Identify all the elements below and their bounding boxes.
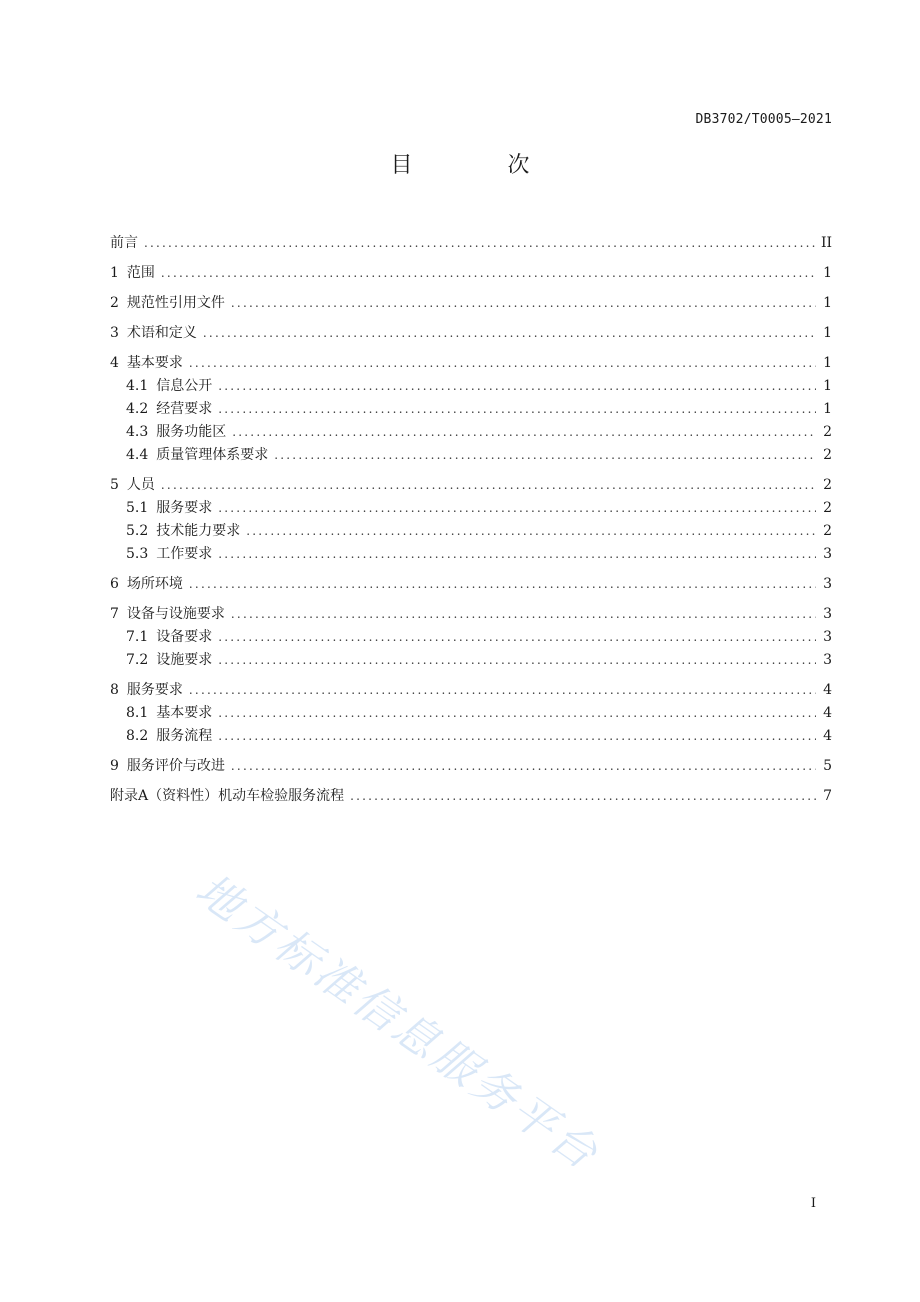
toc-entry-page: 2	[823, 424, 832, 440]
toc-entry-page: 1	[823, 295, 832, 311]
toc-entry-number: 4.2	[126, 401, 149, 417]
toc-entry-number: 7.1	[126, 629, 149, 645]
toc-entry[interactable]	[110, 725, 832, 748]
toc-dot-leader	[218, 543, 816, 566]
toc-entry[interactable]	[110, 375, 832, 398]
toc-entry-number: 8.1	[126, 705, 149, 721]
toc-entry[interactable]	[110, 649, 832, 672]
toc-entry-label: 信息公开	[156, 378, 213, 394]
toc-entry[interactable]	[110, 421, 832, 444]
toc-dot-leader	[161, 262, 816, 285]
toc-entry-number: 5	[110, 477, 119, 493]
toc-entry-number: 4	[110, 355, 119, 371]
toc-entry-label: 人员	[126, 477, 155, 493]
toc-entry-label: 前言	[110, 235, 138, 251]
toc-entry-number: 4.1	[126, 378, 149, 394]
toc-entry[interactable]	[110, 322, 832, 345]
toc-entry-number: 4.3	[126, 424, 149, 440]
toc-entry-page: 3	[823, 629, 832, 645]
toc-entry-label: 术语和定义	[126, 325, 197, 341]
toc-entry-label: 服务流程	[156, 728, 213, 744]
toc-entry-page: 3	[823, 652, 832, 668]
toc-entry-label: 服务要求	[126, 682, 183, 698]
toc-dot-leader	[274, 444, 816, 467]
toc-entry-label: 范围	[126, 265, 155, 281]
toc-entry-page: 1	[823, 378, 832, 394]
toc-entry-number: 7	[110, 606, 119, 622]
toc-entry[interactable]	[110, 497, 832, 520]
toc-entry-number: 7.2	[126, 652, 149, 668]
toc-entry[interactable]	[110, 603, 832, 626]
toc-entry-number: 2	[110, 295, 119, 311]
toc-entry-page: 1	[823, 325, 832, 341]
toc-entry-page: 3	[823, 576, 832, 592]
toc-entry-label: 基本要求	[156, 705, 213, 721]
toc-dot-leader	[144, 232, 815, 255]
toc-dot-leader	[218, 725, 816, 748]
toc-entry[interactable]	[110, 352, 832, 375]
toc-entry-label: 质量管理体系要求	[156, 447, 269, 463]
toc-entry[interactable]	[110, 520, 832, 543]
toc-entry-label: 服务评价与改进	[126, 758, 225, 774]
toc-entry-number: 1	[110, 265, 119, 281]
toc-entry-page: 7	[823, 788, 832, 804]
toc-entry-page: 4	[823, 728, 832, 744]
toc-entry-label: 附录A（资料性）机动车检验服务流程	[110, 788, 345, 804]
toc-entry-number: 5.3	[126, 546, 149, 562]
toc-dot-leader	[218, 497, 816, 520]
toc-entry-label: 服务功能区	[156, 424, 227, 440]
toc-dot-leader	[231, 603, 816, 626]
toc-entry-number: 8.2	[126, 728, 149, 744]
toc-entry[interactable]	[110, 398, 832, 421]
toc-entry[interactable]	[110, 702, 832, 725]
toc-entry-label: 设备与设施要求	[126, 606, 225, 622]
toc-dot-leader	[189, 679, 816, 702]
toc-entry-label: 服务要求	[156, 500, 213, 516]
toc-entry-page: 1	[823, 401, 832, 417]
toc-entry-label: 设施要求	[156, 652, 213, 668]
toc-dot-leader	[218, 626, 816, 649]
toc-entry-label: 场所环境	[126, 576, 183, 592]
toc-entry-number: 5.2	[126, 523, 149, 539]
toc-entry-page: 1	[823, 355, 832, 371]
toc-entry-page: 4	[823, 682, 832, 698]
page-number: I	[810, 1196, 816, 1211]
toc-entry[interactable]	[110, 679, 832, 702]
toc-entry-page: 3	[823, 546, 832, 562]
toc-entry-label: 工作要求	[156, 546, 213, 562]
toc-entry-page: 1	[823, 265, 832, 281]
toc-entry-number: 5.1	[126, 500, 149, 516]
toc-entry-page: 3	[823, 606, 832, 622]
toc-dot-leader	[203, 322, 816, 345]
toc-entry-label: 设备要求	[156, 629, 213, 645]
toc-entry-number: 6	[110, 576, 119, 592]
toc-dot-leader	[218, 375, 816, 398]
toc-entry-page: II	[820, 235, 832, 251]
toc-entry-page: 5	[823, 758, 832, 774]
watermark: 地方标准信息服务平台	[186, 864, 609, 1182]
toc-entry[interactable]	[110, 262, 832, 285]
toc-entry-number: 8	[110, 682, 119, 698]
toc-entry[interactable]	[110, 543, 832, 566]
toc-dot-leader	[231, 755, 816, 778]
toc-entry-page: 2	[823, 500, 832, 516]
toc-entry[interactable]	[110, 232, 832, 255]
toc-entry-page: 2	[823, 477, 832, 493]
table-of-contents	[110, 232, 832, 808]
toc-dot-leader	[231, 292, 816, 315]
toc-dot-leader	[218, 649, 816, 672]
toc-entry[interactable]	[110, 444, 832, 467]
toc-dot-leader	[232, 421, 816, 444]
toc-entry[interactable]	[110, 785, 832, 808]
toc-entry-label: 技术能力要求	[156, 523, 241, 539]
toc-dot-leader	[161, 474, 816, 497]
document-code: DB3702/T0005—2021	[695, 112, 832, 127]
toc-entry-page: 2	[823, 447, 832, 463]
toc-dot-leader	[218, 398, 816, 421]
toc-entry[interactable]	[110, 573, 832, 596]
toc-entry[interactable]	[110, 292, 832, 315]
toc-entry-page: 4	[823, 705, 832, 721]
toc-dot-leader	[189, 573, 816, 596]
toc-dot-leader	[218, 702, 816, 725]
toc-entry[interactable]	[110, 626, 832, 649]
toc-dot-leader	[350, 785, 816, 808]
toc-entry-number: 3	[110, 325, 119, 341]
toc-entry-label: 经营要求	[156, 401, 213, 417]
toc-entry-page: 2	[823, 523, 832, 539]
toc-entry[interactable]	[110, 755, 832, 778]
page-title: 目 次	[390, 153, 574, 178]
toc-entry-label: 基本要求	[126, 355, 183, 371]
toc-dot-leader	[246, 520, 816, 543]
toc-entry-number: 9	[110, 758, 119, 774]
toc-entry-number: 4.4	[126, 447, 149, 463]
toc-dot-leader	[189, 352, 816, 375]
toc-entry[interactable]	[110, 474, 832, 497]
toc-entry-label: 规范性引用文件	[126, 295, 225, 311]
